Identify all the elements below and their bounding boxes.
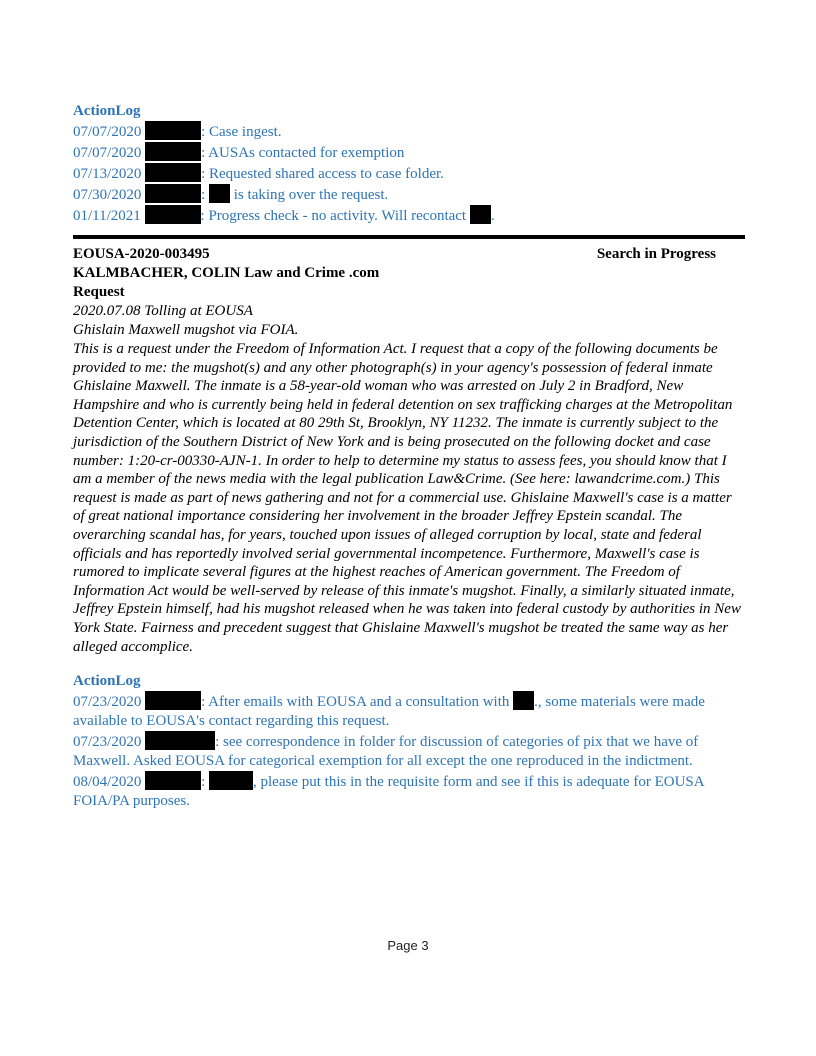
request-line: 2020.07.08 Tolling at EOUSA [73, 303, 253, 319]
page-number: Page 3 [387, 938, 429, 953]
log-text: is taking over the request. [230, 187, 389, 203]
redaction [145, 163, 201, 182]
log-date: 07/07/2020 [73, 145, 142, 161]
redaction [145, 142, 201, 161]
case-number: EOUSA-2020-003495 [73, 246, 210, 262]
log-entry [73, 691, 745, 731]
log-text: . [490, 208, 495, 224]
log-entry [73, 205, 745, 226]
redaction [145, 771, 201, 790]
case-status: Search in Progress [596, 246, 716, 262]
log-entry [73, 142, 745, 163]
log-text: : see correspondence in folder for discussion of categories of pix that we have of Maxwell. Asked EOUSA for categorical exemption for all except the one reproduced in the indictment. [73, 734, 699, 770]
log-text: : [201, 187, 206, 203]
log-date: 08/04/2020 [73, 774, 142, 791]
log-text: : [201, 774, 206, 791]
log-entry [73, 771, 745, 811]
section-divider [73, 235, 745, 239]
log-date: 07/23/2020 [73, 734, 142, 751]
redaction [145, 731, 215, 750]
log-entry [73, 163, 745, 184]
log-text: , please put this in the requisite form and see if this is adequate for EOUSA FOIA/PA purposes. [73, 774, 704, 810]
requester: KALMBACHER, COLIN Law and Crime .com [73, 265, 380, 281]
log-date: 07/13/2020 [73, 166, 142, 182]
log-date: 07/30/2020 [73, 187, 142, 203]
request-label: Request [73, 284, 125, 300]
request-body: This is a request under the Freedom of Information Act. I request that a copy of the following documents be provided to me: the mugshot(s) and any other photograph(s) in your agency's possession of federal inmate Ghislaine Maxwell. The inmate is a 58-year-old woman who was arrested on July 2 in Bradford, New Hampshire and who is currently being held in federal detention on sex trafficking charges at the Metropolitan Detention Center, which is located at 80 29th St, Brooklyn, NY 11232. The inmate is currently subject to the jurisdiction of the Southern District of New York and is being prosecuted on the following docket and case number: 1:20-cr-00330-AJN-1. In order to help to determine my status to assess fees, you should know that I am a member of the news media with the legal publication Law&Crime. (See here: lawandcrime.com.) This request is made as part of news gathering and not for a commercial use. Ghislaine Maxwell's case is a matter of great national importance considering her involvement in the broader Jeffrey Epstein scandal. The overarching scandal has, for years, touched upon issues of alleged corruption by local, state and federal officials and has reportedly involved serial governmental incompetence. Furthermore, Maxwell's case is rumored to implicate several figures at the highest reaches of American government. The Freedom of Information Act would be well-served by release of this inmate's mugshot. Finally, a similarly situated inmate, Jeffrey Epstein himself, had his mugshot released when he was taken into federal custody by authorities in New York State. Fairness and precedent suggest that Ghislaine Maxwell's mugshot be treated the same way as her alleged accomplice. [73, 341, 741, 655]
log-entry [73, 731, 745, 771]
case-header [73, 245, 745, 264]
action-log-heading: ActionLog [73, 673, 141, 690]
action-log-heading: ActionLog [73, 103, 141, 119]
redaction [145, 121, 201, 140]
redaction [145, 205, 201, 224]
log-text: : After emails with EOUSA and a consultation with [201, 694, 510, 711]
log-entry [73, 184, 745, 205]
redaction [209, 771, 253, 790]
redaction [470, 205, 491, 224]
redaction [513, 691, 534, 710]
log-text: : AUSAs contacted for exemption [201, 145, 405, 161]
log-text: : Progress check - no activity. Will recontact [200, 208, 467, 224]
redaction [145, 691, 201, 710]
log-text: : Requested shared access to case folder. [201, 166, 444, 182]
redaction [209, 184, 230, 203]
log-entry [73, 121, 745, 142]
log-text: : Case ingest. [201, 124, 282, 140]
request-line: Ghislain Maxwell mugshot via FOIA. [73, 322, 299, 338]
log-date: 07/23/2020 [73, 694, 142, 711]
redaction [145, 184, 201, 203]
page-content [73, 102, 745, 811]
log-date: 07/07/2020 [73, 124, 142, 140]
log-date: 01/11/2021 [73, 208, 141, 224]
log-text: ., some materials were made available to EOUSA's contact regarding this request. [73, 694, 705, 730]
